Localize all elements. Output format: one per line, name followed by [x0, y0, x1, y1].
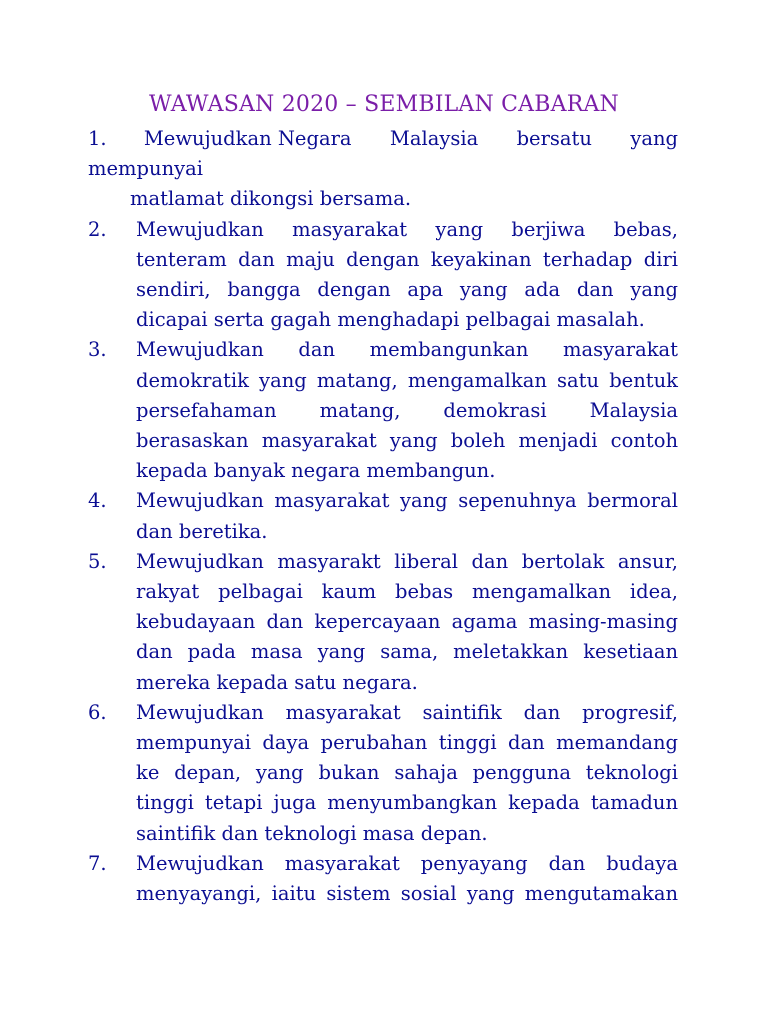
list-item-number: 4.: [88, 489, 107, 513]
list-item-1: [88, 124, 678, 215]
list-item-2: [88, 215, 678, 336]
list-item-5: [88, 547, 678, 698]
list-item-4: [88, 486, 678, 546]
list-item-number: 5.: [88, 549, 107, 573]
list-item-text: Mewujudkan masyarakat saintifik dan progresif, mempunyai daya perubahan tinggi dan memandang ke depan, yang bukan sahaja pengguna teknologi tinggi tetapi juga menyumbangkan kepada tamadun saintifik dan teknologi masa depan.: [136, 700, 678, 845]
list-item-number: 6.: [88, 700, 107, 724]
list-item-6: [88, 698, 678, 849]
list-item-number: 2.: [88, 217, 107, 241]
list-item-text: Mewujudkan dan membangunkan masyarakat demokratik yang matang, mengamalkan satu bentuk persefahaman matang, demokrasi Malaysia berasaskan masyarakat yang boleh menjadi contoh kepada banyak negara membangun.: [136, 338, 678, 483]
list-item-text: Mewujudkan masyarakt liberal dan bertolak ansur, rakyat pelbagai kaum bebas mengamalkan idea, kebudayaan dan kepercayaan agama masing-masing dan pada masa yang sama, meletakkan kesetiaan mereka kepada satu negara.: [136, 549, 678, 694]
list-item-number: 7.: [88, 851, 107, 875]
list-item-number: 3.: [88, 338, 107, 362]
list-item-3: [88, 335, 678, 486]
item-1-word: yang: [630, 127, 678, 150]
item-1-first-line: [88, 124, 678, 154]
challenges-list: [88, 124, 678, 909]
item-1-word: Malaysia: [389, 127, 479, 150]
list-item-text: Mewujudkan masyarakat penyayang dan budaya menyayangi, iaitu sistem sosial yang mengutamakan: [136, 851, 678, 906]
list-item-text: Mewujudkan masyarakat yang sepenuhnya bermoral dan beretika.: [136, 489, 678, 543]
document-title: WAWASAN 2020 – SEMBILAN CABARAN: [148, 92, 620, 117]
item-1-third-line: matlamat dikongsi bersama.: [130, 187, 412, 211]
item-1-number-and-word: 1. Mewujudkan Negara: [88, 127, 352, 150]
list-item-7: [88, 849, 678, 909]
item-1-second-line: mempunyai: [88, 157, 204, 181]
list-item-text: Mewujudkan masyarakat yang berjiwa bebas, tenteram dan maju dengan keyakinan terhadap diri sendiri, bangga dengan apa yang ada dan yang dicapai serta gagah menghadapi pelbagai masalah.: [136, 217, 678, 332]
item-1-word: bersatu: [516, 127, 592, 150]
